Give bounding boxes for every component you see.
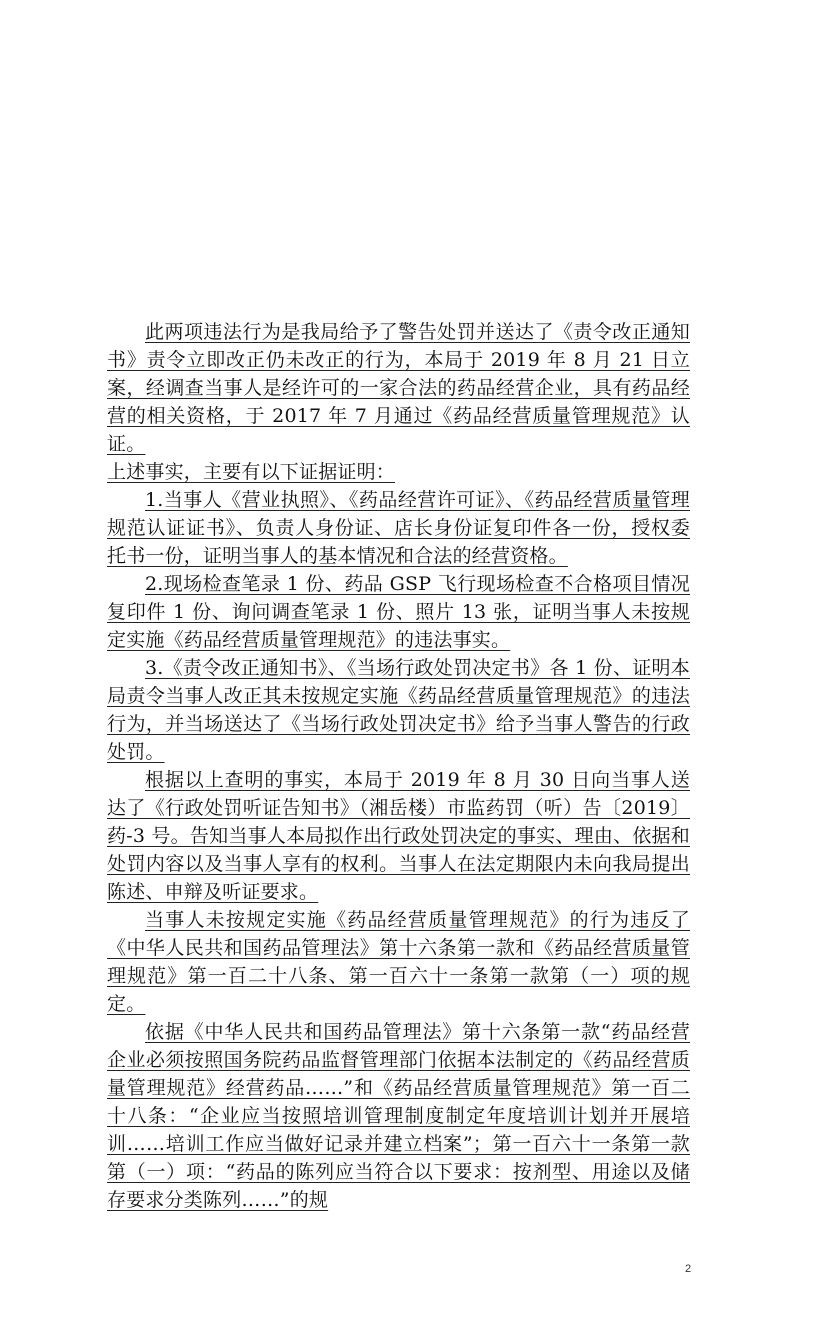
- document-body: [107, 318, 690, 1214]
- paragraph-text: 2.现场检查笔录 1 份、药品 GSP 飞行现场检查不合格项目情况复印件 1 份、询问调查笔录 1 份、照片 13 张，证明当事人未按规定实施《药品经营质量管理规范》的违法事实。: [107, 573, 690, 651]
- page-number: 2: [684, 1263, 692, 1275]
- paragraph-violation: [107, 906, 690, 1018]
- paragraph-evidence-2: [107, 570, 690, 654]
- paragraph-case-filing: [107, 318, 690, 458]
- paragraph-evidence-1: [107, 486, 690, 570]
- paragraph-text: 依据《中华人民共和国药品管理法》第十六条第一款“药品经营企业必须按照国务院药品监督管理部门依据本法制定的《药品经营质量管理规范》经营药品……”和《药品经营质量管理规范》第一百二十八条：“企业应当按照培训管理制度制定年度培训计划并开展培训……培训工作应当做好记录并建立档案”；第一百六十一条第一款第（一）项：“药品的陈列应当符合以下要求：按剂型、用途以及储存要求分类陈列……”的规: [107, 1021, 690, 1211]
- paragraph-text: 根据以上查明的事实，本局于 2019 年 8 月 30 日向当事人送达了《行政处罚听证告知书》（湘岳楼）市监药罚（听）告〔2019〕药-3 号。告知当事人本局拟作出行政处罚决定的事实、理由、依据和处罚内容以及当事人享有的权利。当事人在法定期限内未向我局提出陈述、申辩及听证要求。: [107, 769, 690, 903]
- paragraph-text: 上述事实，主要有以下证据证明：: [107, 461, 396, 483]
- paragraph-evidence-intro: [107, 458, 690, 486]
- paragraph-text: 3.《责令改正通知书》、《当场行政处罚决定书》各 1 份、证明本局责令当事人改正其未按规定实施《药品经营质量管理规范》的违法行为，并当场送达了《当场行政处罚决定书》给予当事人警告的行政处罚。: [107, 657, 690, 763]
- paragraph-text: 当事人未按规定实施《药品经营质量管理规范》的行为违反了《中华人民共和国药品管理法》第十六条第一款和《药品经营质量管理规范》第一百二十八条、第一百六十一条第一款第（一）项的规定。: [107, 909, 690, 1015]
- paragraph-legal-basis: [107, 1018, 690, 1214]
- paragraph-text: 1.当事人《营业执照》、《药品经营许可证》、《药品经营质量管理规范认证证书》、负责人身份证、店长身份证复印件各一份，授权委托书一份，证明当事人的基本情况和合法的经营资格。: [107, 489, 690, 567]
- paragraph-hearing-notice: [107, 766, 690, 906]
- paragraph-evidence-3: [107, 654, 690, 766]
- paragraph-text: 此两项违法行为是我局给予了警告处罚并送达了《责令改正通知书》责令立即改正仍未改正的行为，本局于 2019 年 8 月 21 日立案，经调查当事人是经许可的一家合法的药品经营企业，具有药品经营的相关资格，于 2017 年 7 月通过《药品经营质量管理规范》认证。: [107, 321, 690, 455]
